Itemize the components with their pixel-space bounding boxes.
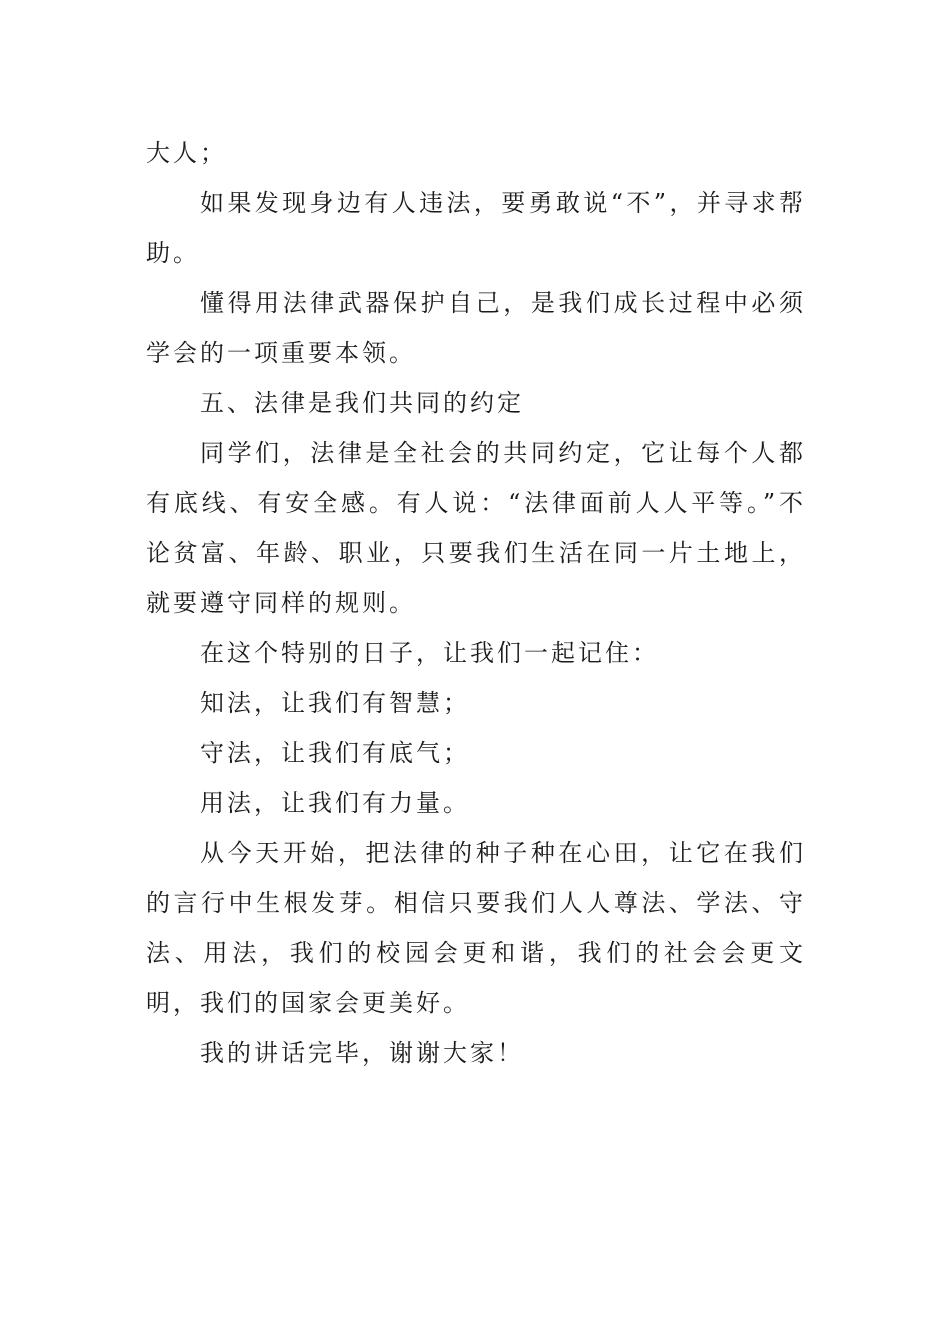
paragraph-continuation: 大人； bbox=[146, 139, 227, 167]
paragraph: 从今天开始，把法律的种子种在心田，让它在我们的言行中生根发芽。相信只要我们人人尊法、学法、守法、用法，我们的校园会更和谐，我们的社会会更文明，我们的国家会更美好。 bbox=[146, 839, 806, 1017]
paragraph: 知法，让我们有智慧； bbox=[200, 689, 470, 717]
paragraph: 懂得用法律武器保护自己，是我们成长过程中必须学会的一项重要本领。 bbox=[146, 289, 806, 367]
paragraph: 守法，让我们有底气； bbox=[200, 739, 470, 767]
closing-paragraph: 我的讲话完毕，谢谢大家！ bbox=[200, 1039, 524, 1067]
paragraph: 同学们，法律是全社会的共同约定，它让每个人都有底线、有安全感。有人说：“法律面前人人平等。”不论贫富、年龄、职业，只要我们生活在同一片土地上，就要遵守同样的规则。 bbox=[146, 439, 806, 617]
paragraph: 在这个特别的日子，让我们一起记住： bbox=[200, 639, 659, 667]
document-body bbox=[146, 128, 806, 1078]
paragraph: 如果发现身边有人违法，要勇敢说“不”，并寻求帮助。 bbox=[146, 189, 806, 267]
section-heading: 五、法律是我们共同的约定 bbox=[200, 389, 524, 417]
paragraph: 用法，让我们有力量。 bbox=[200, 789, 470, 817]
